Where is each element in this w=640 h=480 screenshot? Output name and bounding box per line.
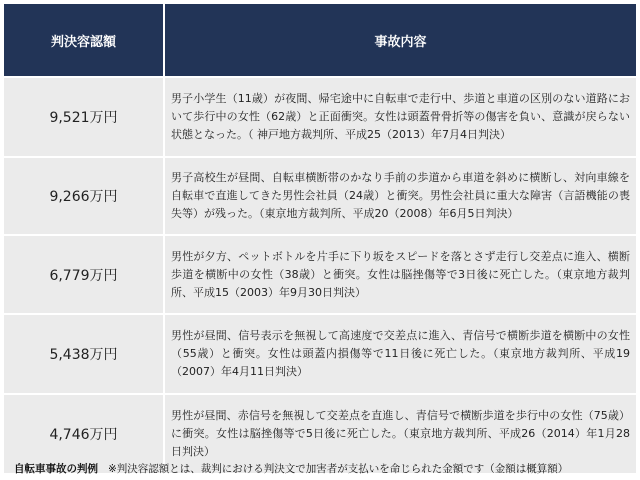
accident-cases-table-wrapper (4, 4, 636, 473)
detail-cell: 男子小学生（11歳）が夜間、帰宅途中に自転車で走行中、歩道と車道の区別のない道路において歩行中の女性（62歳）と正面衝突。女性は頭蓋骨骨折等の傷害を負い、意識が戻らない状態となった。（ 神戸地方裁判所、平成25（2013）年7月4日判決） (164, 77, 636, 157)
table-caption (14, 461, 568, 476)
header-detail: 事故内容 (164, 4, 636, 77)
table-row (4, 235, 636, 314)
amount-cell: 4,746万円 (4, 394, 164, 473)
accident-cases-table (4, 4, 636, 473)
detail-cell: 男子高校生が昼間、自転車横断帯のかなり手前の歩道から車道を斜めに横断し、対向車線を自転車で直進してきた男性会社員（24歳）と衝突。男性会社員に重大な障害（言語機能の喪失等）が残った。（東京地方裁判所、平成20（2008）年6月5日判決） (164, 157, 636, 235)
amount-cell: 9,266万円 (4, 157, 164, 235)
header-amount: 判決容認額 (4, 4, 164, 77)
detail-cell: 男性が夕方、ペットボトルを片手に下り坂をスピードを落とさず走行し交差点に進入、横断歩道を横断中の女性（38歳）と衝突。女性は脳挫傷等で3日後に死亡した。（東京地方裁判所、平成15（2003）年9月30日判決） (164, 235, 636, 314)
amount-cell: 6,779万円 (4, 235, 164, 314)
table-row (4, 77, 636, 157)
caption-note: ※判決容認額とは、裁判における判決文で加害者が支払いを命じられた金額です（金額は概算額） (108, 463, 569, 475)
caption-label: 自転車事故の判例 (14, 463, 98, 475)
detail-cell: 男性が昼間、赤信号を無視して交差点を直進し、青信号で横断歩道を歩行中の女性（75歳）に衝突。女性は脳挫傷等で5日後に死亡した。（東京地方裁判所、平成26（2014）年1月28日判決） (164, 394, 636, 473)
amount-cell: 5,438万円 (4, 314, 164, 394)
table-row (4, 157, 636, 235)
table-header-row (4, 4, 636, 77)
amount-cell: 9,521万円 (4, 77, 164, 157)
table-row (4, 314, 636, 394)
detail-cell: 男性が昼間、信号表示を無視して高速度で交差点に進入、青信号で横断歩道を横断中の女性（55歳）と衝突。女性は頭蓋内損傷等で11日後に死亡した。（東京地方裁判所、平成19（2007）年4月11日判決） (164, 314, 636, 394)
